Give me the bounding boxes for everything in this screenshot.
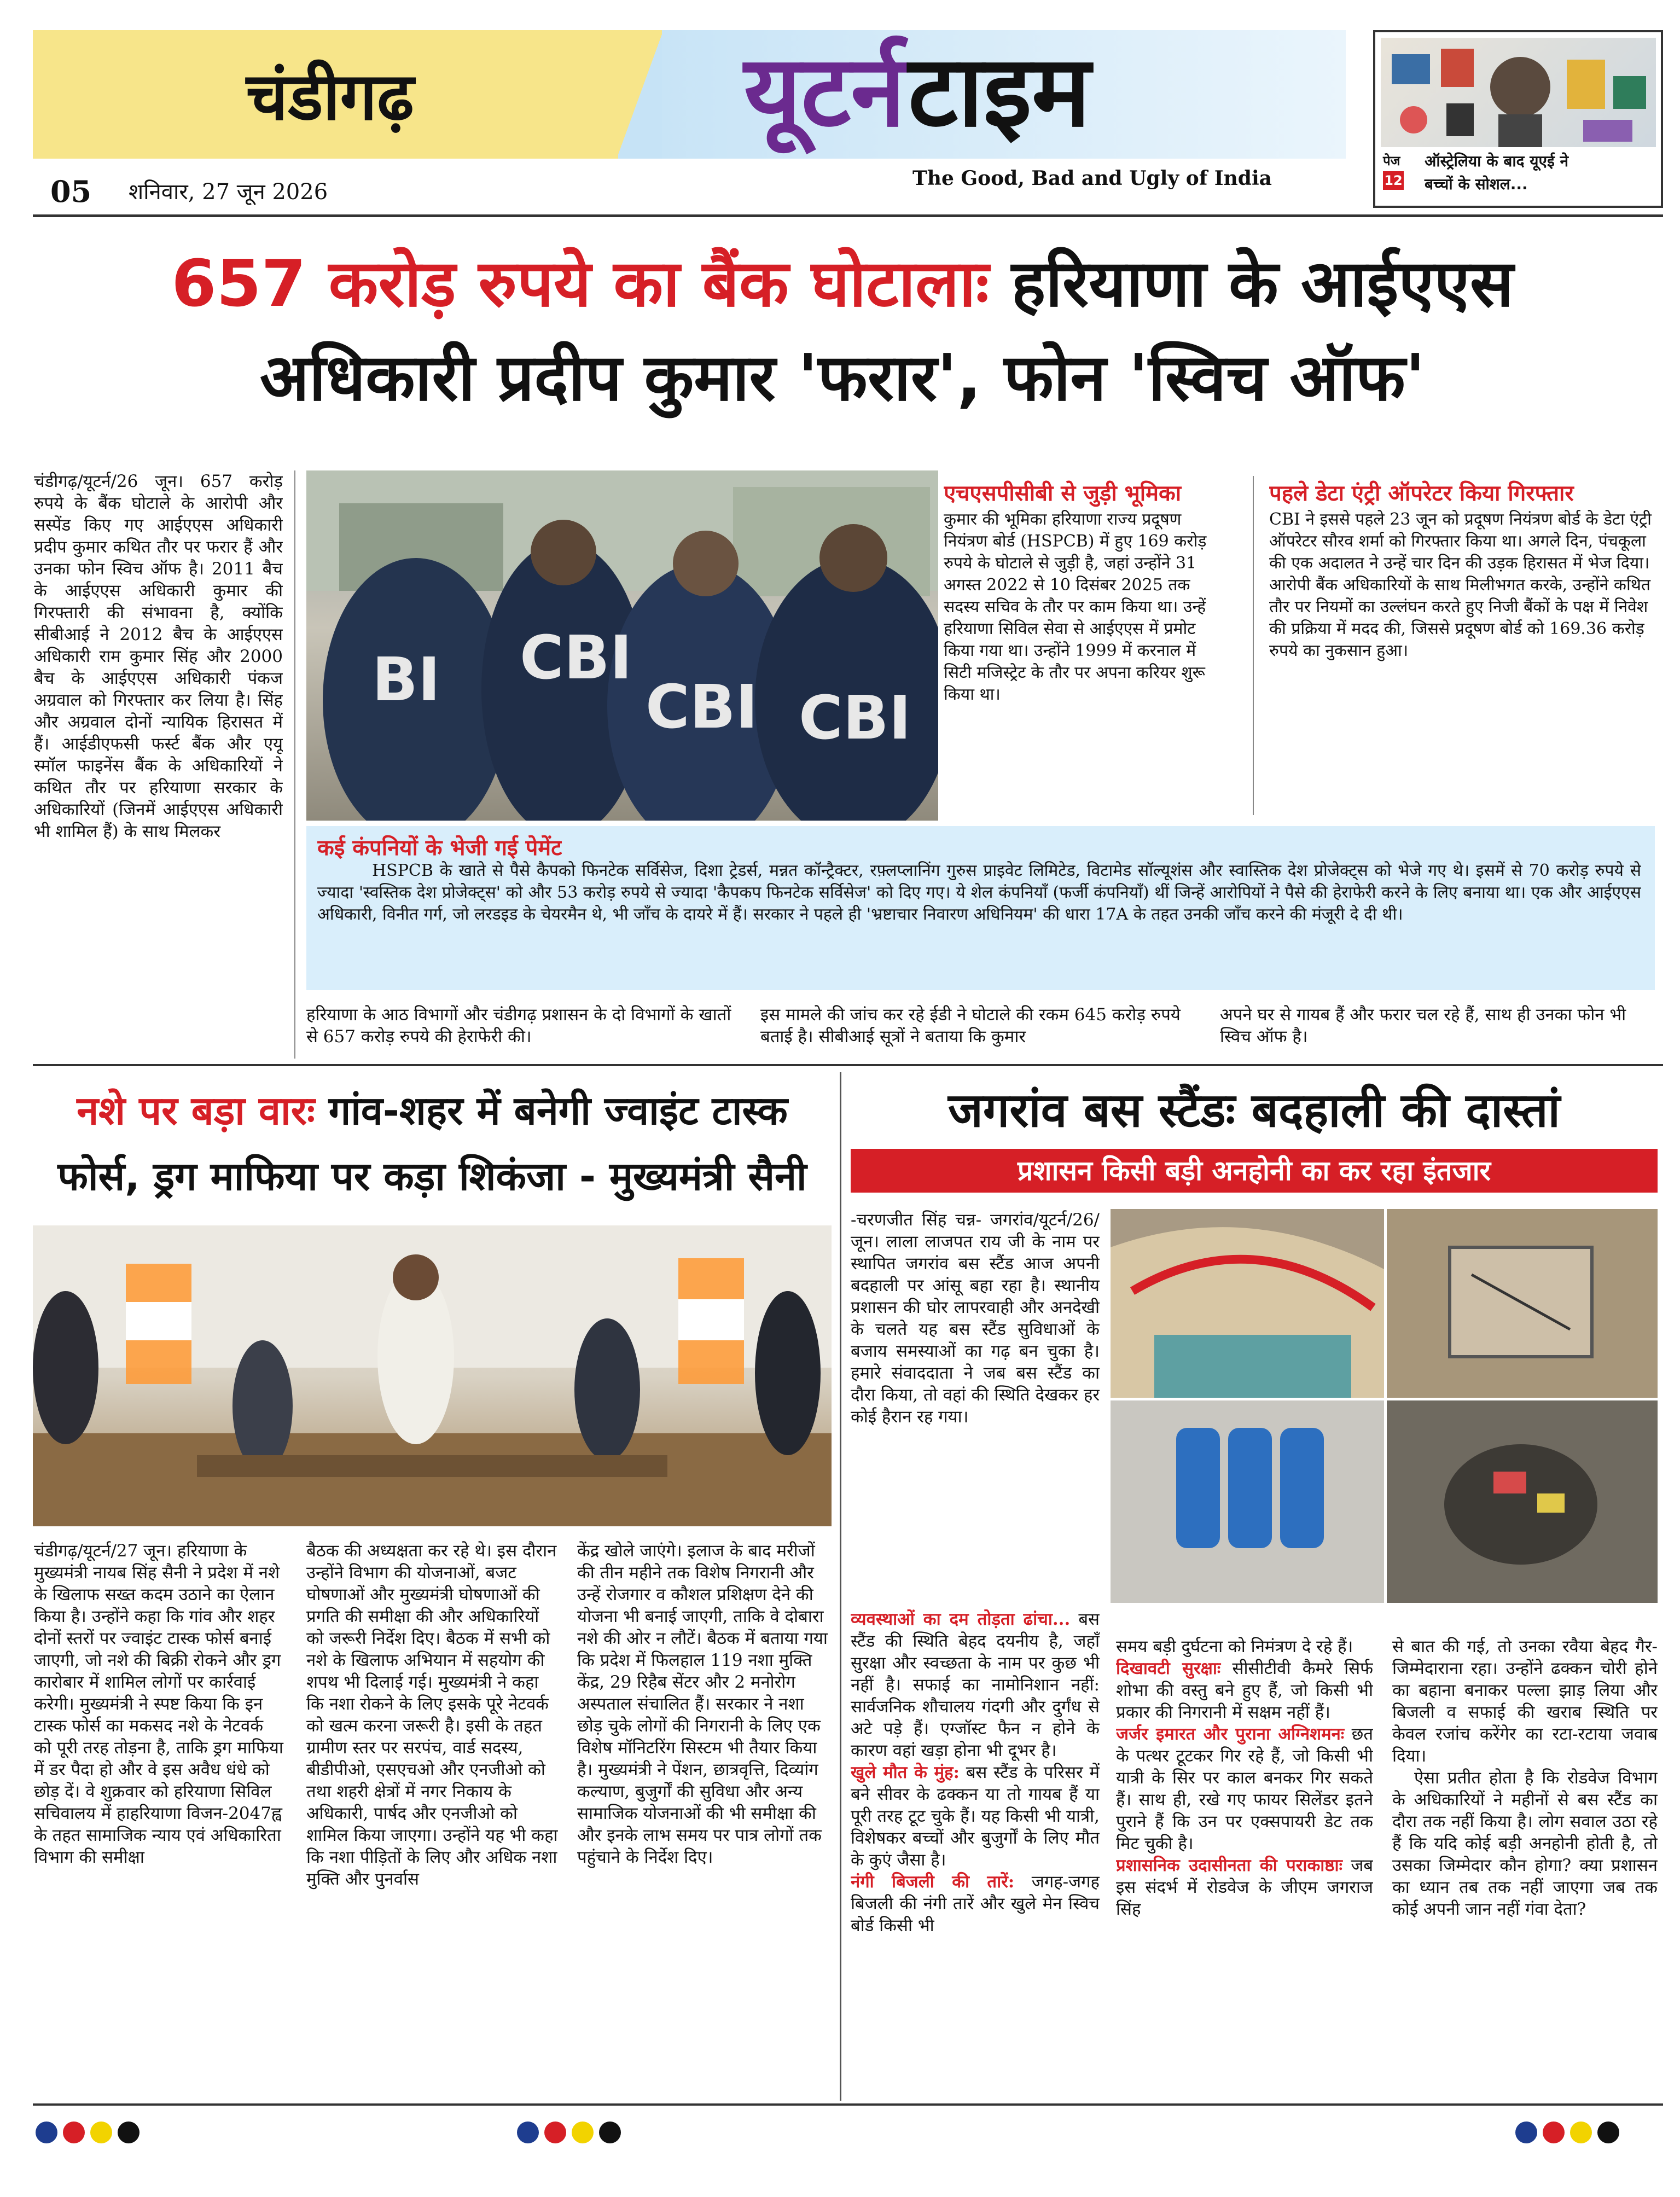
bus-stand-photos <box>1111 1209 1658 1603</box>
drug-headline-line1 <box>33 1086 832 1135</box>
cbi-label-1: BI <box>372 644 440 714</box>
sub1-body: कुमार की भूमिका हरियाणा राज्य प्रदूषण नियंत्रण बोर्ड (HSPCB) में हुए 169 करोड़ रुपये के घोटाले से जुड़ी है, जहां उन्होंने 31 अगस्त 2022 से 10 दिसंबर 2025 तक सदस्य सचिव के तौर पर काम किया था। उन्हें हरियाणा सिविल सेवा से आईएएस में प्रमोट किया गया था। उन्होंने 1999 में करनाल में सिटी मजिस्ट्रेट के तौर पर अपना करियर शुरू किया था। <box>944 510 1207 704</box>
drug-headline-line2: फोर्स, ड्रग माफिया पर कड़ा शिकंजा - मुख्यमंत्री सैनी <box>57 1153 807 1199</box>
bus-c2-text0: समय बड़ी दुर्घटना को निमंत्रण दे रहे हैं। <box>1116 1637 1353 1657</box>
brand-part2: टाइम <box>908 34 1091 149</box>
reg-dot-black <box>599 2122 621 2143</box>
brand-logo <box>744 34 1091 149</box>
bus-c2-lead1: दिखावटी सुरक्षाः <box>1116 1659 1221 1678</box>
bus-c3-text2: ऐसा प्रतीत होता है कि रोडवेज विभाग के अधिकारियों ने महीनों से बस स्टैंड का दौरा तक नहीं किया है। लोग सवाल उठा रहे हैं कि यदि कोई बड़ी अनहोनी होती है, तो उसका जिम्मेदार कौन होगा? क्या प्रशासन का ध्यान तब तक नहीं जाएगा जब तक कोई अपनी जान नहीं गंवा देता? <box>1392 1768 1658 1919</box>
reg-dot-yellow <box>1570 2122 1592 2143</box>
cbi-label-3: CBI <box>646 672 758 742</box>
teaser-line1: ऑस्ट्रेलिया के बाद यूएई ने <box>1425 152 1568 170</box>
reg-dot-yellow <box>572 2122 594 2143</box>
registration-marks-left <box>36 2122 145 2146</box>
drug-headline-red: नशे पर बड़ा वारः <box>77 1088 315 1134</box>
teaser-line2: बच्चों के सोशल... <box>1425 175 1528 193</box>
bus-column-1 <box>851 1608 1100 2095</box>
cbi-photo <box>306 470 938 821</box>
lead-column-divider <box>294 470 295 1059</box>
page-number: 05 <box>50 174 92 209</box>
tagline: The Good, Bad and Ugly of India <box>912 167 1272 190</box>
masthead-rule <box>33 214 1663 217</box>
brand-part1: यूटर्न <box>744 34 906 149</box>
section-rule <box>33 1064 1663 1066</box>
payment-box-body: HSPCB के खाते से पैसे कैपको फिनटेक सर्विसेज, दिशा ट्रेडर्स, मन्नत कॉन्ट्रैक्टर, रफ़्लप्लानिंग गुरुस प्राइवेट लिमिटेड, विटामेड सॉल्यूशंस और स्वास्तिक देश प्रोजेक्ट्स को भेजे गए थे। इसमें से 70 करोड़ रुपये से ज्यादा 'स्वस्तिक देश प्रोजेक्ट्स' को और 53 करोड़ रुपये से ज्यादा 'कैपकप फिनटेक सर्विसेज' को दिए गए। ये शेल कंपनियाँ (फर्जी कंपनियाँ) थीं जिन्हें आरोपियों ने पैसे की हेराफेरी करने के लिए बनाया था। एक और आईएएस अधिकारी, विनीत गर्ग, जो लरडइड के चेयरमैन थे, भी जाँच के दायरे में हैं। सरकार ने पहले ही 'भ्रष्टाचार निवारण अधिनियम' की धारा 17A के तहत उनकी जाँच करने की मंजूरी दे दी थी। <box>317 861 1641 924</box>
lead-headline-red: 657 करोड़ रुपये का बैंक घोटालाः <box>171 246 989 321</box>
registration-marks-right <box>1515 2122 1625 2146</box>
registration-marks-center <box>517 2122 626 2146</box>
payment-box-heading: कई कंपनियों के भेजी गई पेमेंट <box>317 835 562 861</box>
bus-column-2 <box>1116 1636 1373 2095</box>
drug-headline-black-1: गांव-शहर में बनेगी ज्वाइंट टास्क <box>328 1088 788 1134</box>
drug-column-3: केंद्र खोले जाएंगे। इलाज के बाद मरीजों की तीन महीने तक विशेष निगरानी और उन्हें रोजगार व कौशल प्रशिक्षण देने की योजना भी बनाई जाएगी, ताकि वे दोबारा नशे की ओर न लौटें। बैठक में बताया गया कि प्रदेश में फिलहाल 119 नशा मुक्ति केंद्र, 29 रिहैब सेंटर और 2 मनोरोग अस्पताल संचालित हैं। सरकार ने नशा छोड़ चुके लोगों की निगरानी के लिए एक विशेष मॉनिटरिंग सिस्टम भी तैयार किया है। मुख्यमंत्री ने पेंशन, छात्रवृत्ति, दिव्यांग कल्याण, बुजुर्गों की सुविधा और अन्य सामाजिक योजनाओं की भी समीक्षा की और इनके लाभ समय पर पात्र लोगों तक पहुंचाने के निर्देश दिए। <box>577 1541 828 1867</box>
bus-c1-text2: बस स्टैंड के परिसर में बने सीवर के ढक्कन या तो गायब हैं या पूरी तरह टूट चुके हैं। यह किसी भी यात्री, विशेषकर बच्चों और बुजुर्गों के लिए मौत के कुएं जैसा है। <box>851 1763 1100 1870</box>
lead-headline-black-1: हरियाणा के आईएएस <box>1011 246 1514 321</box>
bus-intro: -चरणजीत सिंह चन्न- जगरांव/यूटर्न/26/जून। लाला लाजपत राय जी के नाम पर स्थापित जगरांव बस स्टैंड आज अपनी बदहाली पर आंसू बहा रहा है। स्थानीय प्रशासन की घोर लापरवाही और अनदेखी के चलते यह बस स्टैंड सुविधाओं के बजाय समस्याओं का गढ़ बन चुका है। हमारे संवाददाता ने जब बस स्टैंड का दौरा किया, तो वहां की स्थिति देखकर हर कोई हैरान रह गया। <box>851 1210 1100 1427</box>
teaser-illustration <box>1381 38 1656 147</box>
drug-column-2: बैठक की अध्यक्षता कर रहे थे। इस दौरान उन्होंने विभाग की योजनाओं, बजट घोषणाओं और मुख्यमंत्री घोषणाओं की प्रगति की समीक्षा की और अधिकारियों को जरूरी निर्देश दिए। बैठक में सभी को नशे के खिलाफ अभियान में सहयोग की शपथ भी दिलाई गई। मुख्यमंत्री ने कहा कि नशा रोकने के लिए इसके पूरे नेटवर्क को खत्म करना जरूरी है। इसी के तहत ग्रामीण स्तर पर सरपंच, वार्ड सदस्य, बीडीपीओ, एसएचओ और एनजीओ को तथा शहरी क्षेत्रों में नगर निकाय के अधिकारी, पार्षद और एनजीओ को शामिल किया जाएगा। उन्होंने यह भी कहा कि नशा पीड़ितों के लिए और अधिक नशा मुक्ति और पुनर्वास <box>306 1541 558 1889</box>
issue-date: शनिवार, 27 जून 2026 <box>129 179 328 205</box>
teaser-box[interactable] <box>1373 30 1663 208</box>
cbi-label-2: CBI <box>520 623 632 693</box>
masthead-divider <box>618 30 662 159</box>
payment-box <box>306 826 1655 990</box>
reg-dot-red <box>544 2122 566 2143</box>
bus-banner: प्रशासन किसी बड़ी अनहोनी का कर रहा इंतजार <box>851 1149 1658 1193</box>
bus-headline: जगरांव बस स्टैंडः बदहाली की दास्तां <box>948 1083 1560 1138</box>
lead-headline-line1 <box>44 245 1641 322</box>
lead-foot-3: अपने घर से गायब हैं और फरार चल रहे हैं, साथ ही उनका फोन भी स्विच ऑफ है। <box>1220 1005 1626 1047</box>
bottom-column-divider <box>840 1072 841 2101</box>
sub2-body: CBI ने इससे पहले 23 जून को प्रदूषण नियंत्रण बोर्ड के डेटा एंट्री ऑपरेटर सौरव शर्मा को गिरफ्तार किया था। अगले दिन, पंचकूला की एक अदालत ने उन्हें चार दिन की उड़क हिरासत में भेज दिया। आरोपी बैंक अधिकारियों के साथ मिलीभगत करके, उन्होंने कथित तौर पर नियमों का उल्लंघन करते हुए निजी बैंकों के पक्ष में निवेश की प्रक्रिया में मदद की, जिससे प्रदूषण बोर्ड को 169.36 करोड़ रुपये का नुकसान हुआ। <box>1269 510 1652 660</box>
bus-c1-text1: बस स्टैंड की स्थिति बेहद दयनीय है, जहाँ सुरक्षा और स्वच्छता के नाम पर कुछ भी नहीं है। सफाई का नामोनिशान नहीं: सार्वजनिक शौचालय गंदगी और दुर्गंध से अटे पड़े हैं। एग्जॉस्ट फैन न होने के कारण वहां खड़ा होना भी दूभर है। <box>851 1609 1100 1760</box>
teaser-page-number: 12 <box>1383 171 1404 190</box>
lead-column-1: चंडीगढ़/यूटर्न/26 जून। 657 करोड़ रुपये के बैंक घोटाले के आरोपी और सस्पेंड किए गए आईएएस अधिकारी प्रदीप कुमार कथित तौर पर फरार हैं और उनका फोन स्विच ऑफ है। 2011 बैच के आईएएस अधिकारी कुमार की गिरफ्तारी की संभावना है, क्योंकि सीबीआई ने 2012 बैच के आईएएस अधिकारी राम कुमार सिंह और 2000 बैच के आईएएस अधिकारी पंकज अग्रवाल को गिरफ्तार कर लिया है। सिंह और अग्रवाल दोनों न्यायिक हिरासत में हैं। आईडीएफसी फर्स्ट बैंक और एयू स्मॉल फाइनेंस बैंक के अधिकारियों ने कथित तौर पर हरियाणा सरकार के अधिकारियों (जिनमें आईएएस अधिकारी भी शामिल हैं) के साथ मिलकर <box>34 472 283 841</box>
reg-dot-blue <box>1515 2122 1537 2143</box>
bus-c3-text1: से बात की गई, तो उनका रवैया बेहद गैर-जिम्मेदाराना रहा। उन्होंने ढक्कन चोरी होने का बहाना बनाकर पल्ला झाड़ लिया और बिजली व सफाई की खराब स्थिति पर केवल रजांच करेंगेर का रटा-रटाया जवाब दिया। <box>1392 1637 1658 1766</box>
bus-c2-text3: जब इस संदर्भ में रोडवेज के जीएम जगराज सिंह <box>1116 1856 1373 1919</box>
city-name: चंडीगढ़ <box>246 59 414 135</box>
sub1-heading: एचएसपीसीबी से जुड़ी भूमिका <box>944 481 1182 506</box>
bus-column-3 <box>1392 1636 1658 2095</box>
reg-dot-black <box>118 2122 139 2143</box>
reg-dot-yellow <box>90 2122 112 2143</box>
bus-c2-text1: सीसीटीवी कैमरे सिर्फ शोभा की वस्तु बने हुए हैं, जो किसी भी प्रकार की निगरानी में सक्षम नहीं हैं। <box>1116 1659 1373 1722</box>
lead-foot-2: इस मामले की जांच कर रहे ईडी ने घोटाले की रकम 645 करोड़ रुपये बताई है। सीबीआई सूत्रों ने बताया कि कुमार <box>760 1005 1181 1047</box>
footer-rule <box>33 2103 1663 2106</box>
lead-headline-line2: अधिकारी प्रदीप कुमार 'फरार', फोन 'स्विच ऑफ' <box>259 340 1426 415</box>
cm-meeting-photo <box>33 1225 832 1526</box>
bus-c1-lead1: व्यवस्थाओं का दम तोड़ता ढांचा... <box>851 1609 1071 1629</box>
bus-c2-lead2: जर्जर इमारत और पुराना अग्निशमनः <box>1116 1724 1345 1744</box>
reg-dot-black <box>1597 2122 1619 2143</box>
reg-dot-blue <box>36 2122 57 2143</box>
sub-divider <box>1253 476 1254 815</box>
bus-c2-lead3: प्रशासनिक उदासीनता की पराकाष्ठाः <box>1116 1856 1342 1875</box>
reg-dot-red <box>1543 2122 1565 2143</box>
reg-dot-red <box>63 2122 85 2143</box>
bus-c2-text2: छत के पत्थर टूटकर गिर रहे हैं, जो किसी भी यात्री के सिर पर काल बनकर गिर सकते हैं। साथ ही, रखे गए फायर सिलेंडर इतने पुराने हैं कि उन पर एक्सपायरी डेट तक मिट चुकी है। <box>1116 1724 1373 1853</box>
lead-foot-1: हरियाणा के आठ विभागों और चंडीगढ़ प्रशासन के दो विभागों के खातों से 657 करोड़ रुपये की हेराफेरी की। <box>306 1005 731 1047</box>
bus-c1-lead2: खुले मौत के मुंह: <box>851 1763 960 1782</box>
drug-column-1: चंडीगढ़/यूटर्न/27 जून। हरियाणा के मुख्यमंत्री नायब सिंह सैनी ने प्रदेश में नशे के खिलाफ सख्त कदम उठाने का ऐलान किया है। उन्होंने कहा कि गांव और शहर दोनों स्तरों पर ज्वाइंट टास्क फोर्स बनाई जाएगी, जो नशे की बिक्री रोकने और ड्रग कारोबार में शामिल लोगों पर कार्रवाई करेगी। मुख्यमंत्री ने स्पष्ट किया कि इन टास्क फोर्स का मकसद नशे के नेटवर्क को पूरी तरह तोड़ना है, ताकि ड्रग माफिया में डर पैदा हो और वे इस अवैध धंधे को छोड़ दें। वे शुक्रवार को हरियाणा सिविल सचिवालय में हाहरियाणा विजन-2047ह्व के तहत सामाजिक न्याय एवं अधिकारिता विभाग की समीक्षा <box>34 1541 283 1867</box>
bus-c1-lead3: नंगी बिजली की तारें: <box>851 1872 1015 1892</box>
sub2-heading: पहले डेटा एंट्री ऑपरेटर किया गिरफ्तार <box>1269 481 1574 506</box>
reg-dot-blue <box>517 2122 539 2143</box>
bus-c1-text3: जगह-जगह बिजली की नंगी तारें और खुले मेन स्विच बोर्ड किसी भी <box>851 1872 1100 1936</box>
masthead <box>0 0 1680 216</box>
cbi-label-4: CBI <box>799 683 911 753</box>
teaser-page-label: पेज <box>1383 153 1400 168</box>
